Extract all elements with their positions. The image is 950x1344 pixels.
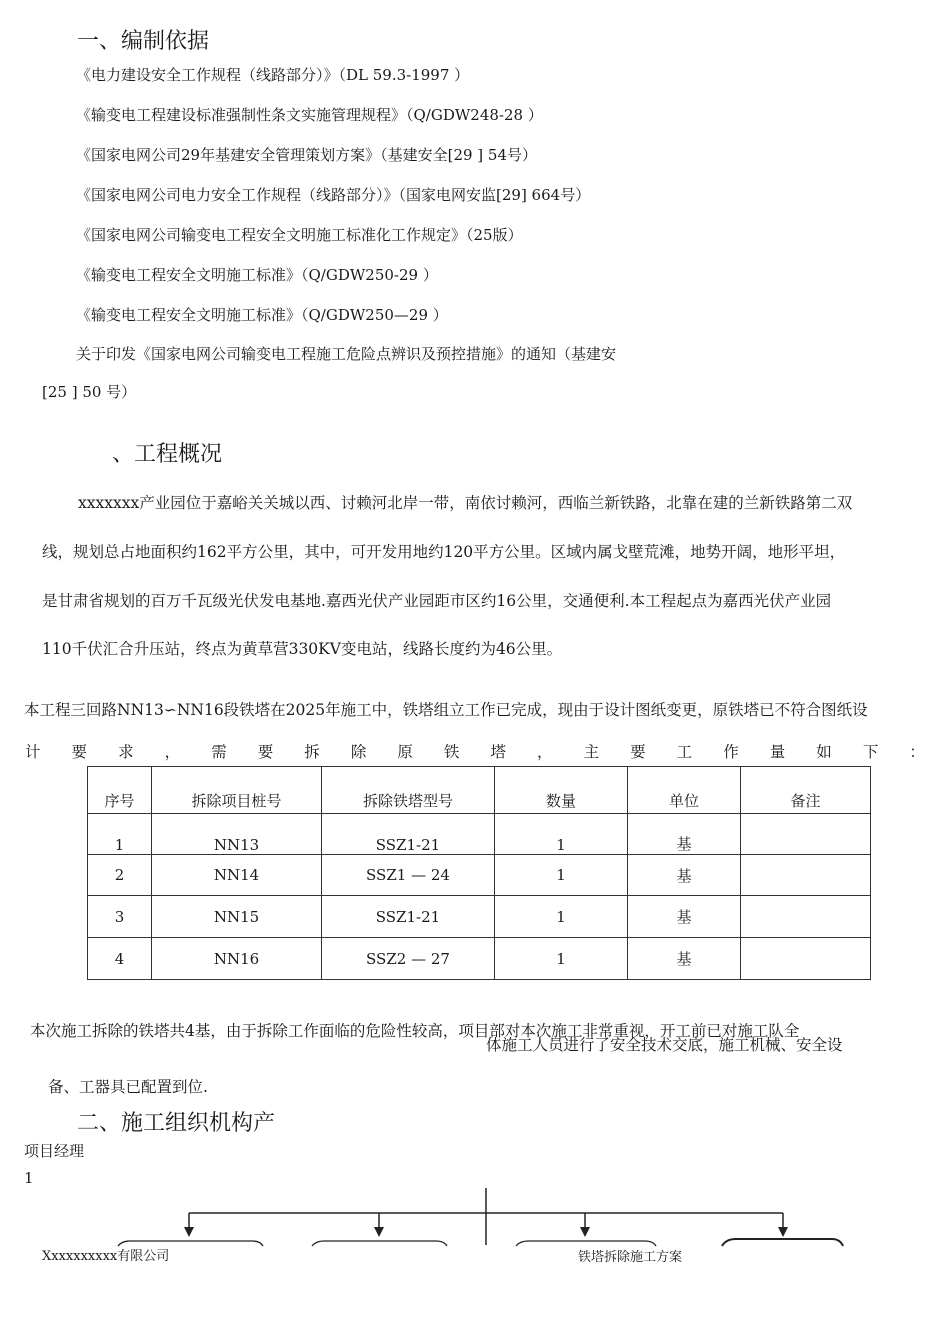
summary-paragraph-line: 本次施工拆除的铁塔共4基，由于拆除工作面临的危险性较高，项目部对本次施工非常重视，开工前已对施工队全 bbox=[30, 1022, 800, 1040]
org-box-top-4 bbox=[722, 1239, 843, 1246]
header-cell-index: 序号 bbox=[88, 767, 152, 814]
overview-paragraph-line: 是甘肃省规划的百万千瓦级光伏发电基地.嘉西光伏产业园距市区约16公里，交通便利.本工程起点为嘉西光伏产业园 bbox=[42, 592, 832, 610]
table-cell: 1 bbox=[495, 855, 628, 896]
overview-paragraph-line: 线，规划总占地面积约162平方公里，其中，可开发用地约120平方公里。区域内属戈壁荒滩，地势开阔，地形平坦， bbox=[42, 543, 846, 561]
justified-char: 原 bbox=[397, 743, 413, 761]
reference-item: 《输变电工程建设标准强制性条文实施管理规程》（Q/GDW248-28 ） bbox=[76, 106, 543, 124]
reference-item: 《输变电工程安全文明施工标准》（Q/GDW250-29 ） bbox=[76, 266, 438, 284]
justified-char: 拆 bbox=[304, 743, 320, 761]
org-arrow-2 bbox=[374, 1213, 384, 1237]
justified-char: 如 bbox=[816, 743, 832, 761]
table-cell: 1 bbox=[495, 896, 628, 938]
table-cell: SSZ1 — 24 bbox=[322, 855, 495, 896]
overview-paragraph-line: xxxxxxx产业园位于嘉峪关关城以西、讨赖河北岸一带，南依讨赖河，西临兰新铁路，北靠在建的兰新铁路第二双 bbox=[78, 494, 853, 512]
table-cell: 基 bbox=[628, 814, 741, 855]
summary-paragraph-line: 备、工器具已配置到位. bbox=[48, 1078, 208, 1096]
table-cell: NN14 bbox=[152, 855, 322, 896]
justified-char: 工 bbox=[676, 743, 693, 761]
section-heading-organization: 二、施工组织机构产 bbox=[77, 1111, 276, 1136]
org-arrow-3 bbox=[580, 1213, 590, 1237]
table-cell bbox=[741, 938, 871, 980]
table-cell: NN15 bbox=[152, 896, 322, 938]
org-box-top-2 bbox=[312, 1241, 447, 1246]
table-cell: 1 bbox=[88, 814, 152, 855]
table-cell: NN13 bbox=[152, 814, 322, 855]
tower-removal-table bbox=[87, 766, 871, 980]
header-cell-remarks: 备注 bbox=[741, 767, 871, 814]
table-cell: SSZ1-21 bbox=[322, 896, 495, 938]
justified-char: 量 bbox=[769, 743, 786, 761]
table-cell: 基 bbox=[628, 855, 741, 896]
table-row bbox=[88, 938, 871, 980]
table-cell: 1 bbox=[495, 938, 628, 980]
section-heading-overview: 、工程概况 bbox=[112, 442, 223, 467]
table-cell: NN16 bbox=[152, 938, 322, 980]
justified-char: 下 bbox=[862, 743, 879, 761]
table-cell: 基 bbox=[628, 896, 741, 938]
table-cell bbox=[741, 896, 871, 938]
justified-char: ， bbox=[164, 743, 181, 761]
table-row bbox=[88, 814, 871, 855]
justified-char: 需 bbox=[211, 743, 227, 761]
justified-char: 主 bbox=[583, 743, 600, 761]
reference-item: 《国家电网公司电力安全工作规程（线路部分）》（国家电网安监[29] 664号） bbox=[76, 186, 591, 204]
reference-item: 《输变电工程安全文明施工标准》（Q/GDW250—29 ） bbox=[76, 306, 448, 324]
justified-char: 要 bbox=[630, 743, 646, 761]
justified-char: 除 bbox=[350, 743, 367, 761]
org-arrow-4 bbox=[778, 1213, 788, 1237]
table-cell: 2 bbox=[88, 855, 152, 896]
project-manager-label: 项目经理 bbox=[24, 1142, 85, 1160]
notice-line: 关于印发《国家电网公司输变电工程施工危险点辨识及预控措施》的通知（基建安 bbox=[76, 345, 617, 363]
justified-char: 求 bbox=[118, 743, 134, 761]
table-cell: SSZ1-21 bbox=[322, 814, 495, 855]
justified-char: 作 bbox=[723, 743, 739, 761]
org-chart-connectors bbox=[0, 1180, 950, 1250]
footer-company: Xxxxxxxxxx有限公司 bbox=[42, 1249, 170, 1264]
table-cell: SSZ2 — 27 bbox=[322, 938, 495, 980]
header-cell-quantity: 数量 bbox=[495, 767, 628, 814]
summary-paragraph-line: 体施工人员进行了安全技术交底，施工机械、安全设 bbox=[486, 1036, 843, 1054]
reference-item: 《国家电网公司29年基建安全管理策划方案》（基建安全[29 ] 54号） bbox=[76, 146, 538, 164]
table-row bbox=[88, 896, 871, 938]
table-cell: 4 bbox=[88, 938, 152, 980]
table-cell: 3 bbox=[88, 896, 152, 938]
table-cell: 基 bbox=[628, 938, 741, 980]
table-row bbox=[88, 855, 871, 896]
header-cell-unit: 单位 bbox=[628, 767, 741, 814]
org-arrow-1 bbox=[184, 1213, 194, 1237]
scope-paragraph-justified-line bbox=[25, 740, 925, 762]
justified-char: 塔 bbox=[490, 743, 506, 761]
scope-paragraph-line: 本工程三回路NN13∽NN16段铁塔在2025年施工中，铁塔组立工作已完成，现由于设计图纸变更，原铁塔已不符合图纸设 bbox=[24, 701, 868, 719]
notice-line-continued: [25 ] 50 号） bbox=[42, 383, 137, 401]
table-cell bbox=[741, 814, 871, 855]
header-cell-stake: 拆除项目桩号 bbox=[152, 767, 322, 814]
table-cell: 1 bbox=[495, 814, 628, 855]
justified-char: 要 bbox=[257, 743, 274, 761]
overview-paragraph-line: 110千伏汇合升压站，终点为黄草营330KV变电站，线路长度约为46公里。 bbox=[42, 640, 563, 658]
justified-char: ， bbox=[537, 743, 553, 761]
table-cell bbox=[741, 855, 871, 896]
justified-char: 计 bbox=[25, 743, 41, 761]
reference-item: 《国家电网公司输变电工程安全文明施工标准化工作规定》（25版） bbox=[76, 226, 523, 244]
reference-item: 《电力建设安全工作规程（线路部分）》（DL 59.3-1997 ） bbox=[76, 66, 470, 84]
org-number-label: 1 bbox=[24, 1169, 34, 1187]
justified-char: 铁 bbox=[443, 743, 460, 761]
header-cell-model: 拆除铁塔型号 bbox=[322, 767, 495, 814]
justified-char: 要 bbox=[71, 743, 88, 761]
section-heading-basis: 一、编制依据 bbox=[77, 29, 210, 54]
table-header-row bbox=[88, 767, 871, 814]
footer-doc-title: 铁塔拆除施工方案 bbox=[578, 1250, 683, 1265]
justified-char: ： bbox=[909, 743, 925, 761]
